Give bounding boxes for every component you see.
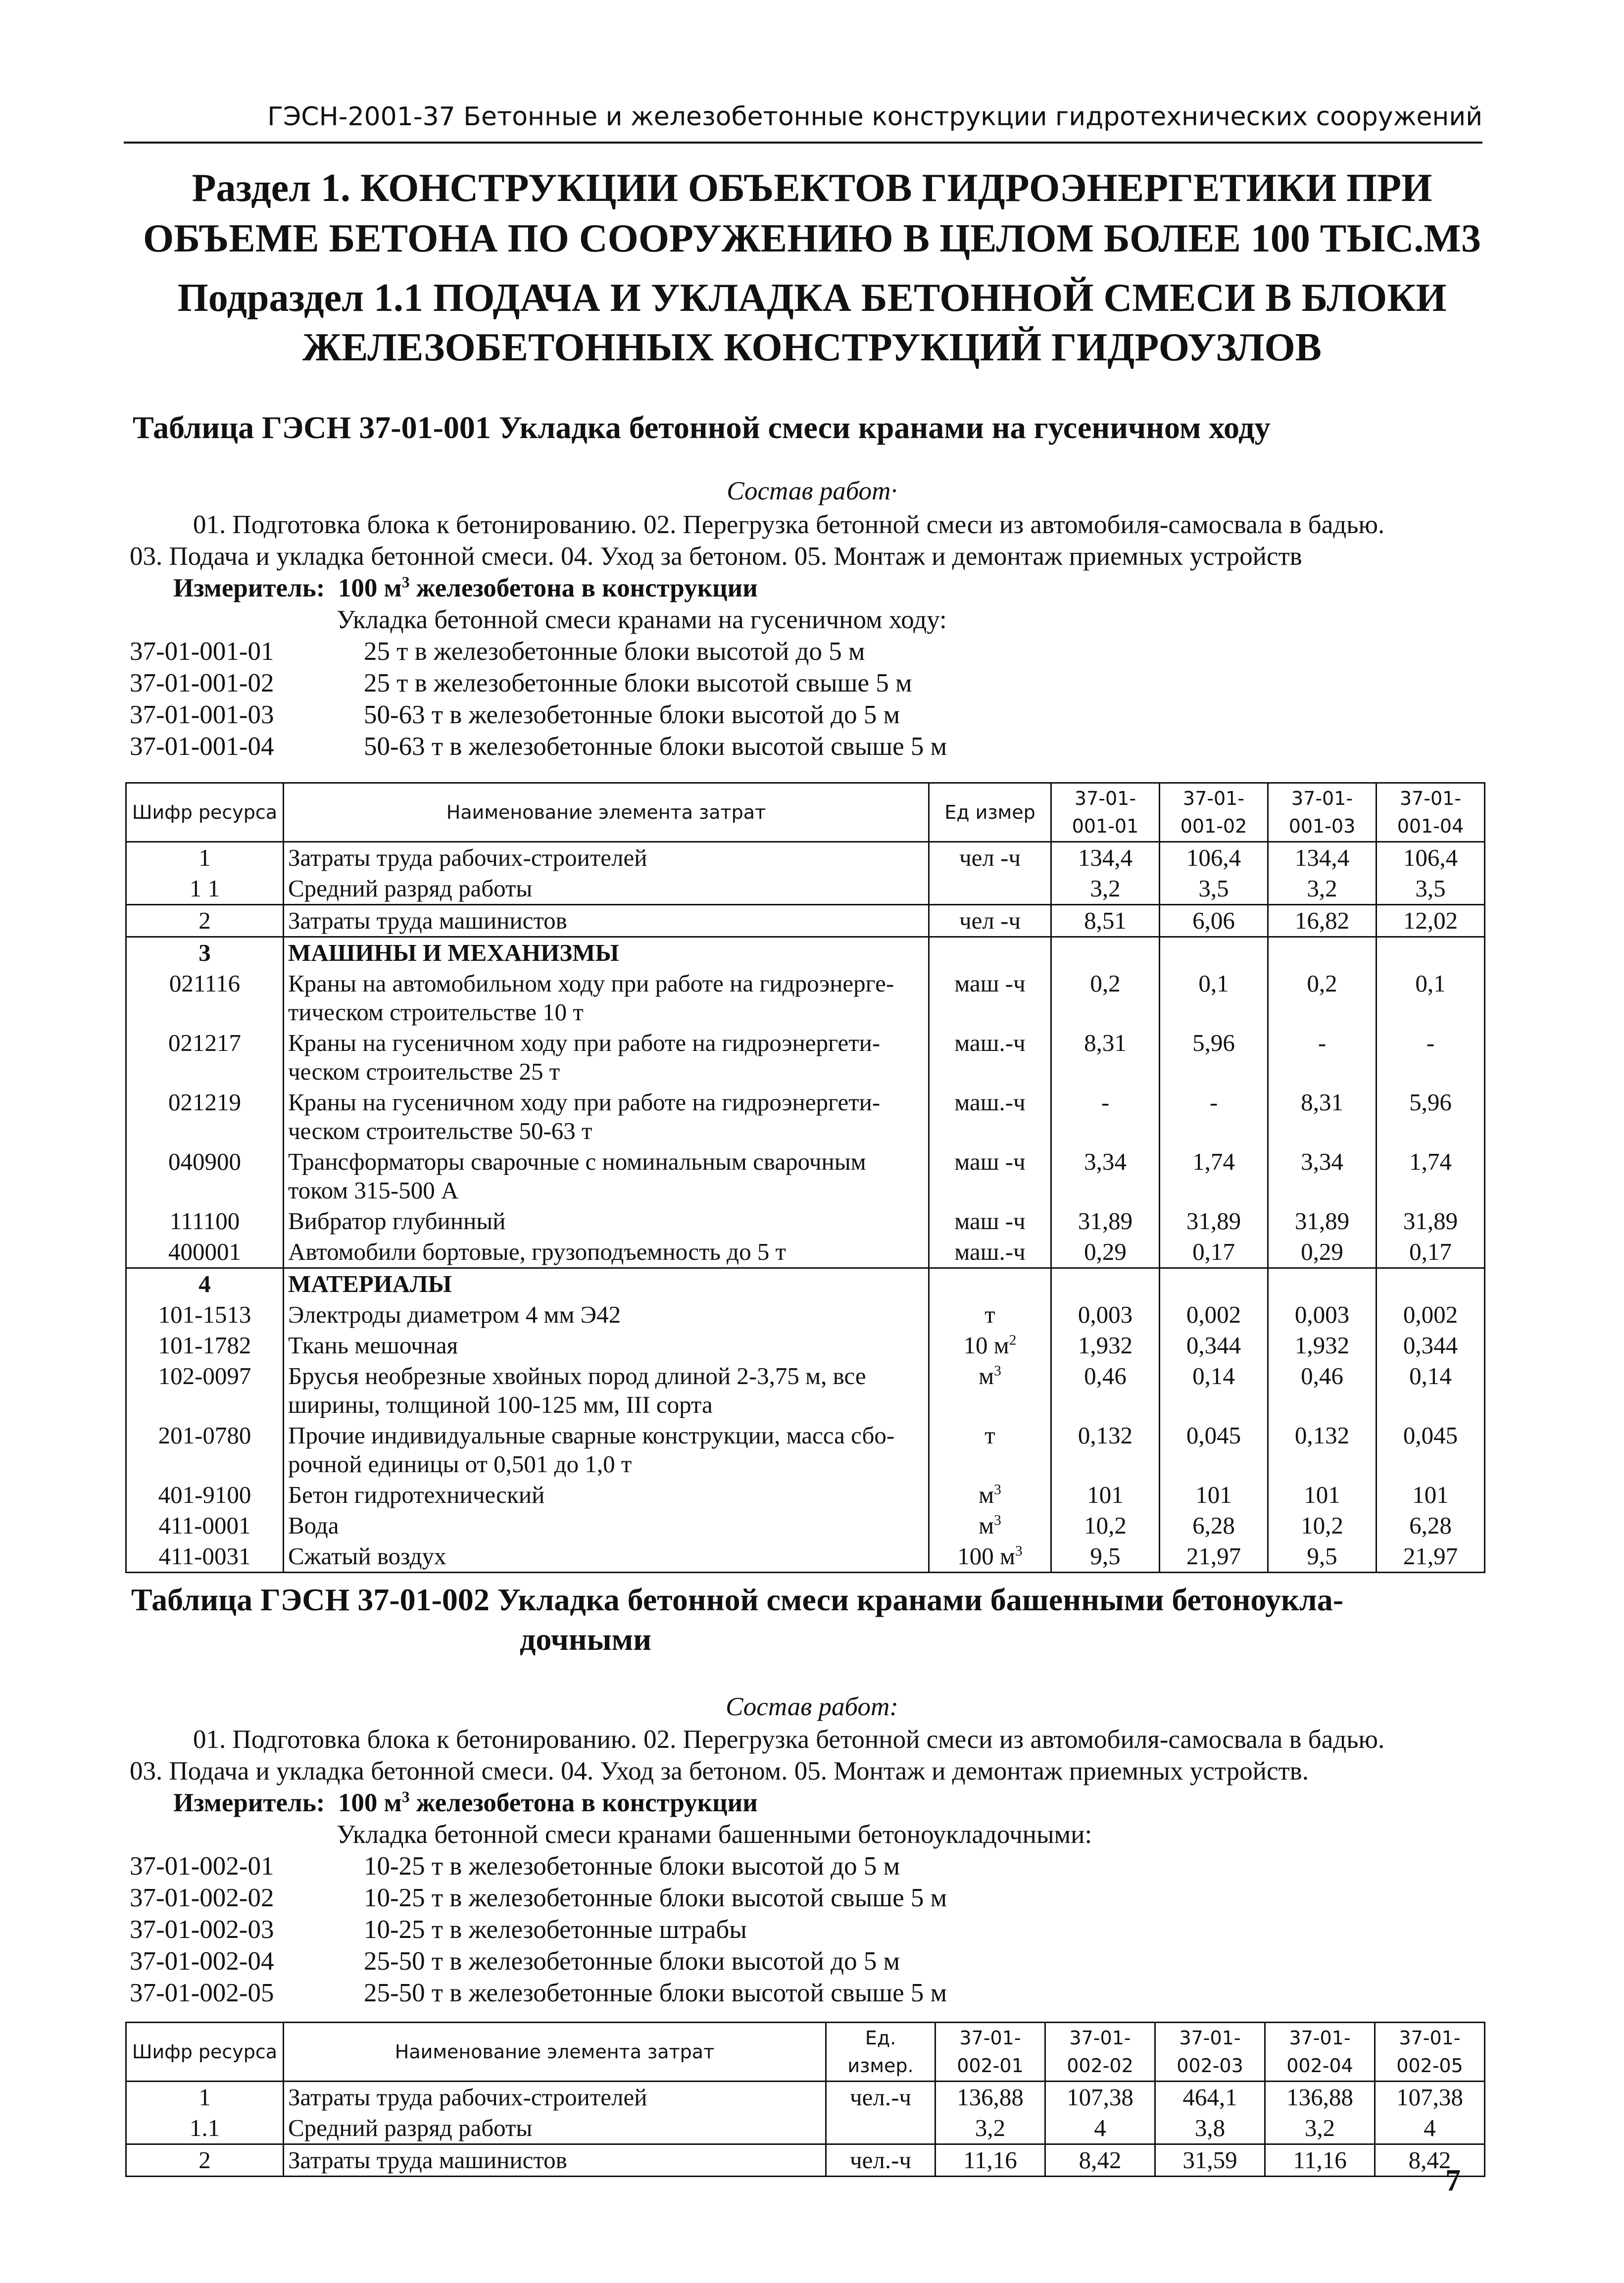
norm-value: 101 [1377, 1480, 1485, 1510]
section-row [126, 1268, 1485, 1300]
empty-cell [1051, 937, 1160, 969]
table1-col-norm-4-line-1: 37-01- [1399, 788, 1462, 809]
resource-name: Ткань мешочная [284, 1330, 929, 1361]
resource-unit [826, 2113, 935, 2144]
table-row [126, 1237, 1485, 1268]
table-row [126, 1087, 1485, 1146]
resource-name: Затраты труда рабочих-строителей [284, 2082, 826, 2113]
unit-sup: 3 [1015, 1543, 1023, 1559]
table2-col-norm-1-line-1: 37-01- [959, 2027, 1021, 2049]
norm-value: 0,1 [1160, 968, 1268, 1028]
norm-value: 31,89 [1051, 1206, 1160, 1237]
table1-item-desc: 50-63 т в железобетонные блоки высотой до 5 м [364, 700, 900, 729]
norm-value: 0,46 [1051, 1361, 1160, 1420]
unit-text: м [979, 1362, 994, 1390]
table2-item-code: 37-01-002-05 [130, 1979, 274, 2007]
table-row [126, 1028, 1485, 1087]
resource-name-line-2: тическом строительстве 10 т [288, 998, 584, 1026]
empty-cell [1160, 937, 1268, 969]
norm-value: 31,59 [1155, 2144, 1265, 2177]
table2-col-norm-5-line-1: 37-01- [1399, 2027, 1461, 2049]
norm-value: 31,89 [1160, 1206, 1268, 1237]
resource-name-line-2: ческом строительстве 50-63 т [288, 1117, 592, 1144]
table2-col-norm-4 [1265, 2023, 1375, 2082]
table-row [126, 1299, 1485, 1330]
norm-value: 3,34 [1051, 1146, 1160, 1206]
resource-code: 1 [126, 2082, 284, 2113]
norm-value: 0,17 [1377, 1237, 1485, 1268]
norm-value: 3,8 [1155, 2113, 1265, 2144]
norm-value: 107,38 [1045, 2082, 1155, 2113]
norm-value: 3,2 [1051, 873, 1160, 905]
resource-unit [929, 1480, 1051, 1510]
subsection-title-line-1: Подраздел 1.1 ПОДАЧА И УКЛАДКА БЕТОННОЙ СМЕСИ В БЛОКИ [177, 276, 1447, 320]
table2-meter-text: железобетона в конструкции [409, 1788, 758, 1817]
table1-col-code: Шифр ресурса [126, 783, 284, 842]
unit-text: м [979, 1481, 994, 1508]
resource-unit: маш -ч [929, 968, 1051, 1028]
page-number: 7 [1445, 2164, 1461, 2197]
resource-name-line-2: ческом строительстве 25 т [288, 1058, 560, 1085]
resource-unit [929, 1510, 1051, 1541]
table2-title-line-2: дочными [520, 1622, 652, 1657]
resource-unit: маш -ч [929, 1146, 1051, 1206]
empty-cell [1377, 937, 1485, 969]
resource-name: Сжатый воздух [284, 1541, 929, 1573]
section-name: МАШИНЫ И МЕХАНИЗМЫ [284, 937, 929, 969]
table1-col-norm-1-line-1: 37-01- [1074, 788, 1136, 809]
section-code: 3 [126, 937, 284, 969]
norm-value: 6,06 [1160, 905, 1268, 937]
table-row [126, 1541, 1485, 1573]
norm-value: - [1160, 1087, 1268, 1146]
table2-item-desc: 10-25 т в железобетонные блоки высотой свыше 5 м [364, 1884, 947, 1912]
norm-value: 0,344 [1377, 1330, 1485, 1361]
table2-col-norm-1 [935, 2023, 1045, 2082]
resource-name: Автомобили бортовые, грузоподъемность до 5 т [284, 1237, 929, 1268]
table2-grid [125, 2022, 1485, 2177]
resource-unit [929, 1330, 1051, 1361]
table1-item-desc: 25 т в железобетонные блоки высотой до 5 м [364, 637, 865, 666]
norm-value: 101 [1268, 1480, 1377, 1510]
norm-value: 0,1 [1377, 968, 1485, 1028]
table1-item-code: 37-01-001-02 [130, 669, 274, 697]
norm-value: 9,5 [1268, 1541, 1377, 1573]
section-title-line-2: ОБЪЕМЕ БЕТОНА ПО СООРУЖЕНИЮ В ЦЕЛОМ БОЛЕЕ 100 ТЫС.М3 [143, 217, 1481, 260]
norm-value: 21,97 [1377, 1541, 1485, 1573]
resource-name [284, 1087, 929, 1146]
table-row [126, 2082, 1485, 2113]
resource-code: 102-0097 [126, 1361, 284, 1420]
resource-code: 411-0031 [126, 1541, 284, 1573]
norm-value: 134,4 [1051, 842, 1160, 874]
norm-value: 464,1 [1155, 2082, 1265, 2113]
table2-col-norm-3 [1155, 2023, 1265, 2082]
resource-code: 1 [126, 842, 284, 874]
norm-value: 12,02 [1377, 905, 1485, 937]
table2-col-norm-2-line-2: 002-02 [1067, 2055, 1133, 2077]
empty-cell [1051, 1268, 1160, 1300]
resource-name: Затраты труда машинистов [284, 905, 929, 937]
resource-name: Затраты труда машинистов [284, 2144, 826, 2177]
norm-value: 3,2 [1265, 2113, 1375, 2144]
resource-unit: чел -ч [929, 905, 1051, 937]
norm-value: 101 [1051, 1480, 1160, 1510]
resource-code: 411-0001 [126, 1510, 284, 1541]
unit-sup: 3 [994, 1482, 1001, 1498]
table2-col-code: Шифр ресурса [126, 2023, 284, 2082]
empty-cell [929, 1268, 1051, 1300]
norm-value: 0,17 [1160, 1237, 1268, 1268]
header-rule [124, 142, 1482, 144]
section-row [126, 937, 1485, 969]
section-name: МАТЕРИАЛЫ [284, 1268, 929, 1300]
norm-value: - [1377, 1028, 1485, 1087]
resource-name [284, 1361, 929, 1420]
norm-value: 0,003 [1268, 1299, 1377, 1330]
table1-meter-text: железобетона в конструкции [409, 574, 758, 602]
norm-value: 106,4 [1377, 842, 1485, 874]
table1-item-code: 37-01-001-01 [130, 637, 274, 666]
norm-value: 3,2 [1268, 873, 1377, 905]
norm-value: 8,42 [1375, 2144, 1485, 2177]
resource-unit: маш.-ч [929, 1237, 1051, 1268]
table1-item-desc: 50-63 т в железобетонные блоки высотой свыше 5 м [364, 732, 947, 761]
table1-title: Таблица ГЭСН 37-01-001 Укладка бетонной смеси кранами на гусеничном ходу [133, 410, 1271, 445]
table2-col-norm-4-line-1: 37-01- [1289, 2027, 1351, 2049]
section-code: 4 [126, 1268, 284, 1300]
table-row [126, 1330, 1485, 1361]
resource-unit: чел.-ч [826, 2082, 935, 2113]
table2-col-norm-2 [1045, 2023, 1155, 2082]
norm-value: 0,14 [1160, 1361, 1268, 1420]
table2-item-code: 37-01-002-01 [130, 1852, 274, 1881]
table2-meter [173, 1788, 758, 1818]
norm-value: 10,2 [1051, 1510, 1160, 1541]
resource-name: Электроды диаметром 4 мм Э42 [284, 1299, 929, 1330]
norm-value: 101 [1160, 1480, 1268, 1510]
norm-value: 3,5 [1377, 873, 1485, 905]
resource-name [284, 968, 929, 1028]
norm-value: 1,74 [1377, 1146, 1485, 1206]
norm-value: 4 [1045, 2113, 1155, 2144]
norm-value: 0,14 [1377, 1361, 1485, 1420]
table-row [126, 968, 1485, 1028]
norm-value: 8,31 [1051, 1028, 1160, 1087]
table-row [126, 905, 1485, 937]
table1-col-norm-3-line-2: 001-03 [1288, 815, 1356, 837]
table1-col-norm-2 [1160, 783, 1268, 842]
table1-work-line-1: 01. Подготовка блока к бетонированию. 02. Перегрузка бетонной смеси из автомобиля-самосвала в бадью. [193, 510, 1385, 539]
resource-code: 400001 [126, 1237, 284, 1268]
resource-name-line-1: Прочие индивидуальные сварные конструкции, масса сбо- [288, 1422, 895, 1449]
table-row [126, 842, 1485, 874]
resource-unit [929, 1361, 1051, 1420]
norm-value: 16,82 [1268, 905, 1377, 937]
table2-item-desc: 25-50 т в железобетонные блоки высотой свыше 5 м [364, 1979, 947, 2007]
norm-value: 0,132 [1051, 1420, 1160, 1480]
table2-item-code: 37-01-002-03 [130, 1915, 274, 1944]
table-row [126, 1480, 1485, 1510]
norm-value: 0,29 [1268, 1237, 1377, 1268]
norm-value: 5,96 [1160, 1028, 1268, 1087]
table2-col-unit: Ед. измер. [826, 2023, 935, 2082]
resource-code: 040900 [126, 1146, 284, 1206]
norm-value: 0,045 [1160, 1420, 1268, 1480]
resource-code: 201-0780 [126, 1420, 284, 1480]
table2-col-norm-3-line-1: 37-01- [1179, 2027, 1241, 2049]
norm-value: 107,38 [1375, 2082, 1485, 2113]
norm-value: 0,045 [1377, 1420, 1485, 1480]
resource-unit: маш -ч [929, 1206, 1051, 1237]
resource-name: Вибратор глубинный [284, 1206, 929, 1237]
table-row [126, 1146, 1485, 1206]
resource-name-line-2: током 315-500 А [288, 1177, 459, 1204]
table1-meter-label: Измеритель: [173, 574, 325, 602]
resource-name: Средний разряд работы [284, 2113, 826, 2144]
norm-value: 31,89 [1268, 1206, 1377, 1237]
resource-unit: т [929, 1299, 1051, 1330]
resource-code: 1.1 [126, 2113, 284, 2144]
table1-meter-sup: 3 [401, 573, 410, 591]
resource-name: Вода [284, 1510, 929, 1541]
resource-name: Бетон гидротехнический [284, 1480, 929, 1510]
table2-item-code: 37-01-002-04 [130, 1947, 274, 1976]
norm-value: 0,2 [1051, 968, 1160, 1028]
resource-code: 021219 [126, 1087, 284, 1146]
unit-sup: 3 [994, 1512, 1001, 1529]
unit-text: 10 м [963, 1332, 1009, 1359]
table1-col-norm-2-line-1: 37-01- [1182, 788, 1245, 809]
table1-col-unit: Ед измер [929, 783, 1051, 842]
table1-col-norm-4 [1377, 783, 1485, 842]
table2-meter-label: Измеритель: [173, 1788, 325, 1817]
resource-name [284, 1028, 929, 1087]
empty-cell [1160, 1268, 1268, 1300]
table1-col-norm-2-line-2: 001-02 [1180, 815, 1247, 837]
norm-value: 8,42 [1045, 2144, 1155, 2177]
norm-value: 3,5 [1160, 873, 1268, 905]
norm-value: 0,002 [1160, 1299, 1268, 1330]
table2-col-norm-4-line-2: 002-04 [1286, 2055, 1353, 2077]
norm-value: 1,932 [1051, 1330, 1160, 1361]
table2-col-name: Наименование элемента затрат [284, 2023, 826, 2082]
resource-name-line-1: Краны на гусеничном ходу при работе на гидроэнергети- [288, 1089, 881, 1116]
resource-unit [929, 873, 1051, 905]
table1-meter [173, 573, 758, 603]
table-row [126, 1510, 1485, 1541]
table2-work-line-1: 01. Подготовка блока к бетонированию. 02. Перегрузка бетонной смеси из автомобиля-самосвала в бадью. [193, 1725, 1385, 1754]
norm-value: 5,96 [1377, 1087, 1485, 1146]
table2-item-desc: 10-25 т в железобетонные блоки высотой до 5 м [364, 1852, 900, 1881]
norm-value: 11,16 [935, 2144, 1045, 2177]
empty-cell [1268, 937, 1377, 969]
norm-value: 31,89 [1377, 1206, 1485, 1237]
norm-value: 106,4 [1160, 842, 1268, 874]
empty-cell [1377, 1268, 1485, 1300]
norm-value: 0,344 [1160, 1330, 1268, 1361]
subsection-title-line-2: ЖЕЛЕЗОБЕТОННЫХ КОНСТРУКЦИЙ ГИДРОУЗЛОВ [302, 326, 1322, 369]
table-row [126, 1361, 1485, 1420]
table2-meter-sup: 3 [401, 1788, 410, 1806]
resource-name-line-2: ширины, толщиной 100-125 мм, III сорта [288, 1391, 713, 1418]
table2-col-norm-5 [1375, 2023, 1485, 2082]
norm-value: 3,2 [935, 2113, 1045, 2144]
resource-name-line-1: Трансформаторы сварочные с номинальным сварочным [288, 1148, 866, 1175]
resource-code: 2 [126, 905, 284, 937]
resource-code: 401-9100 [126, 1480, 284, 1510]
resource-name: Средний разряд работы [284, 873, 929, 905]
resource-unit: маш.-ч [929, 1028, 1051, 1087]
table1-grid [125, 782, 1485, 1573]
resource-unit: маш.-ч [929, 1087, 1051, 1146]
table1-col-norm-1 [1051, 783, 1160, 842]
norm-value: 8,51 [1051, 905, 1160, 937]
norm-value: 0,46 [1268, 1361, 1377, 1420]
norm-value: 0,29 [1051, 1237, 1160, 1268]
norm-value: 1,74 [1160, 1146, 1268, 1206]
norm-value: 134,4 [1268, 842, 1377, 874]
resource-name-line-1: Брусья необрезные хвойных пород длиной 2-3,75 м, все [288, 1362, 866, 1390]
resource-name [284, 1146, 929, 1206]
table2-item-desc: 25-50 т в железобетонные блоки высотой до 5 м [364, 1947, 900, 1976]
norm-value: - [1268, 1028, 1377, 1087]
table-row [126, 1420, 1485, 1480]
norm-value: 0,003 [1051, 1299, 1160, 1330]
running-header: ГЭСН-2001-37 Бетонные и железобетонные конструкции гидротехнических сооружений [267, 102, 1482, 132]
unit-sup: 3 [994, 1363, 1001, 1379]
resource-name-line-2: рочной единицы от 0,501 до 1,0 т [288, 1450, 632, 1478]
table2-col-norm-3-line-2: 002-03 [1177, 2055, 1243, 2077]
resource-code: 111100 [126, 1206, 284, 1237]
resource-code: 101-1513 [126, 1299, 284, 1330]
norm-value: 21,97 [1160, 1541, 1268, 1573]
norm-value: 9,5 [1051, 1541, 1160, 1573]
table-row [126, 1206, 1485, 1237]
resource-name: Затраты труда рабочих-строителей [284, 842, 929, 874]
empty-cell [929, 937, 1051, 969]
table2-item-desc: 10-25 т в железобетонные штрабы [364, 1915, 747, 1944]
resource-name-line-1: Краны на автомобильном ходу при работе на гидроэнерге- [288, 970, 894, 997]
table1-col-norm-4-line-2: 001-04 [1397, 815, 1464, 837]
table1-col-name: Наименование элемента затрат [284, 783, 929, 842]
unit-text: м [979, 1512, 994, 1539]
table1-item-code: 37-01-001-04 [130, 732, 274, 761]
table2-items-intro: Укладка бетонной смеси кранами башенными бетоноукладочными: [337, 1820, 1092, 1849]
resource-unit: чел.-ч [826, 2144, 935, 2177]
norm-value: 10,2 [1268, 1510, 1377, 1541]
norm-value: 0,002 [1377, 1299, 1485, 1330]
resource-code: 021217 [126, 1028, 284, 1087]
table-row [126, 2144, 1485, 2177]
table2-work-line-2: 03. Подача и укладка бетонной смеси. 04. Уход за бетоном. 05. Монтаж и демонтаж приемных устройств. [130, 1757, 1309, 1786]
unit-sup: 2 [1009, 1332, 1017, 1348]
table2-meter-value: 100 м [338, 1788, 402, 1817]
norm-value: 1,932 [1268, 1330, 1377, 1361]
table1-col-norm-3-line-1: 37-01- [1291, 788, 1353, 809]
resource-code: 021116 [126, 968, 284, 1028]
norm-value: 8,31 [1268, 1087, 1377, 1146]
table2-col-norm-5-line-2: 002-05 [1396, 2055, 1463, 2077]
norm-value: 3,34 [1268, 1146, 1377, 1206]
table-row [126, 873, 1485, 905]
section-title-line-1: Раздел 1. КОНСТРУКЦИИ ОБЪЕКТОВ ГИДРОЭНЕРГЕТИКИ ПРИ [192, 166, 1432, 210]
norm-value: 136,88 [1265, 2082, 1375, 2113]
norm-value: 6,28 [1377, 1510, 1485, 1541]
resource-code: 2 [126, 2144, 284, 2177]
table1-col-norm-3 [1268, 783, 1377, 842]
empty-cell [1268, 1268, 1377, 1300]
table2-title-line-1: Таблица ГЭСН 37-01-002 Укладка бетонной смеси кранами башенными бетоноукла- [131, 1582, 1344, 1617]
resource-code: 101-1782 [126, 1330, 284, 1361]
resource-unit: чел -ч [929, 842, 1051, 874]
table1-work-line-2: 03. Подача и укладка бетонной смеси. 04. Уход за бетоном. 05. Монтаж и демонтаж приемных устройств [130, 542, 1302, 571]
table1-col-norm-1-line-2: 001-01 [1072, 815, 1139, 837]
table1-item-code: 37-01-001-03 [130, 700, 274, 729]
resource-code: 1 1 [126, 873, 284, 905]
table1-item-desc: 25 т в железобетонные блоки высотой свыше 5 м [364, 669, 912, 697]
resource-unit [929, 1541, 1051, 1573]
table2-item-code: 37-01-002-02 [130, 1884, 274, 1912]
table2-col-norm-2-line-1: 37-01- [1069, 2027, 1131, 2049]
table2-work-heading: Состав работ: [726, 1692, 898, 1721]
norm-value: - [1051, 1087, 1160, 1146]
norm-value: 0,132 [1268, 1420, 1377, 1480]
norm-value: 11,16 [1265, 2144, 1375, 2177]
norm-value: 136,88 [935, 2082, 1045, 2113]
table-row [126, 2113, 1485, 2144]
resource-name [284, 1420, 929, 1480]
unit-text: 100 м [957, 1542, 1016, 1570]
norm-value: 0,2 [1268, 968, 1377, 1028]
table2-col-norm-1-line-2: 002-01 [957, 2055, 1024, 2077]
norm-value: 4 [1375, 2113, 1485, 2144]
table1-items-intro: Укладка бетонной смеси кранами на гусеничном ходу: [337, 605, 947, 634]
resource-name-line-1: Краны на гусеничном ходу при работе на гидроэнергети- [288, 1029, 881, 1056]
resource-unit: т [929, 1420, 1051, 1480]
table1-meter-value: 100 м [338, 574, 402, 602]
table1-work-heading: Состав работ· [727, 477, 897, 505]
norm-value: 6,28 [1160, 1510, 1268, 1541]
